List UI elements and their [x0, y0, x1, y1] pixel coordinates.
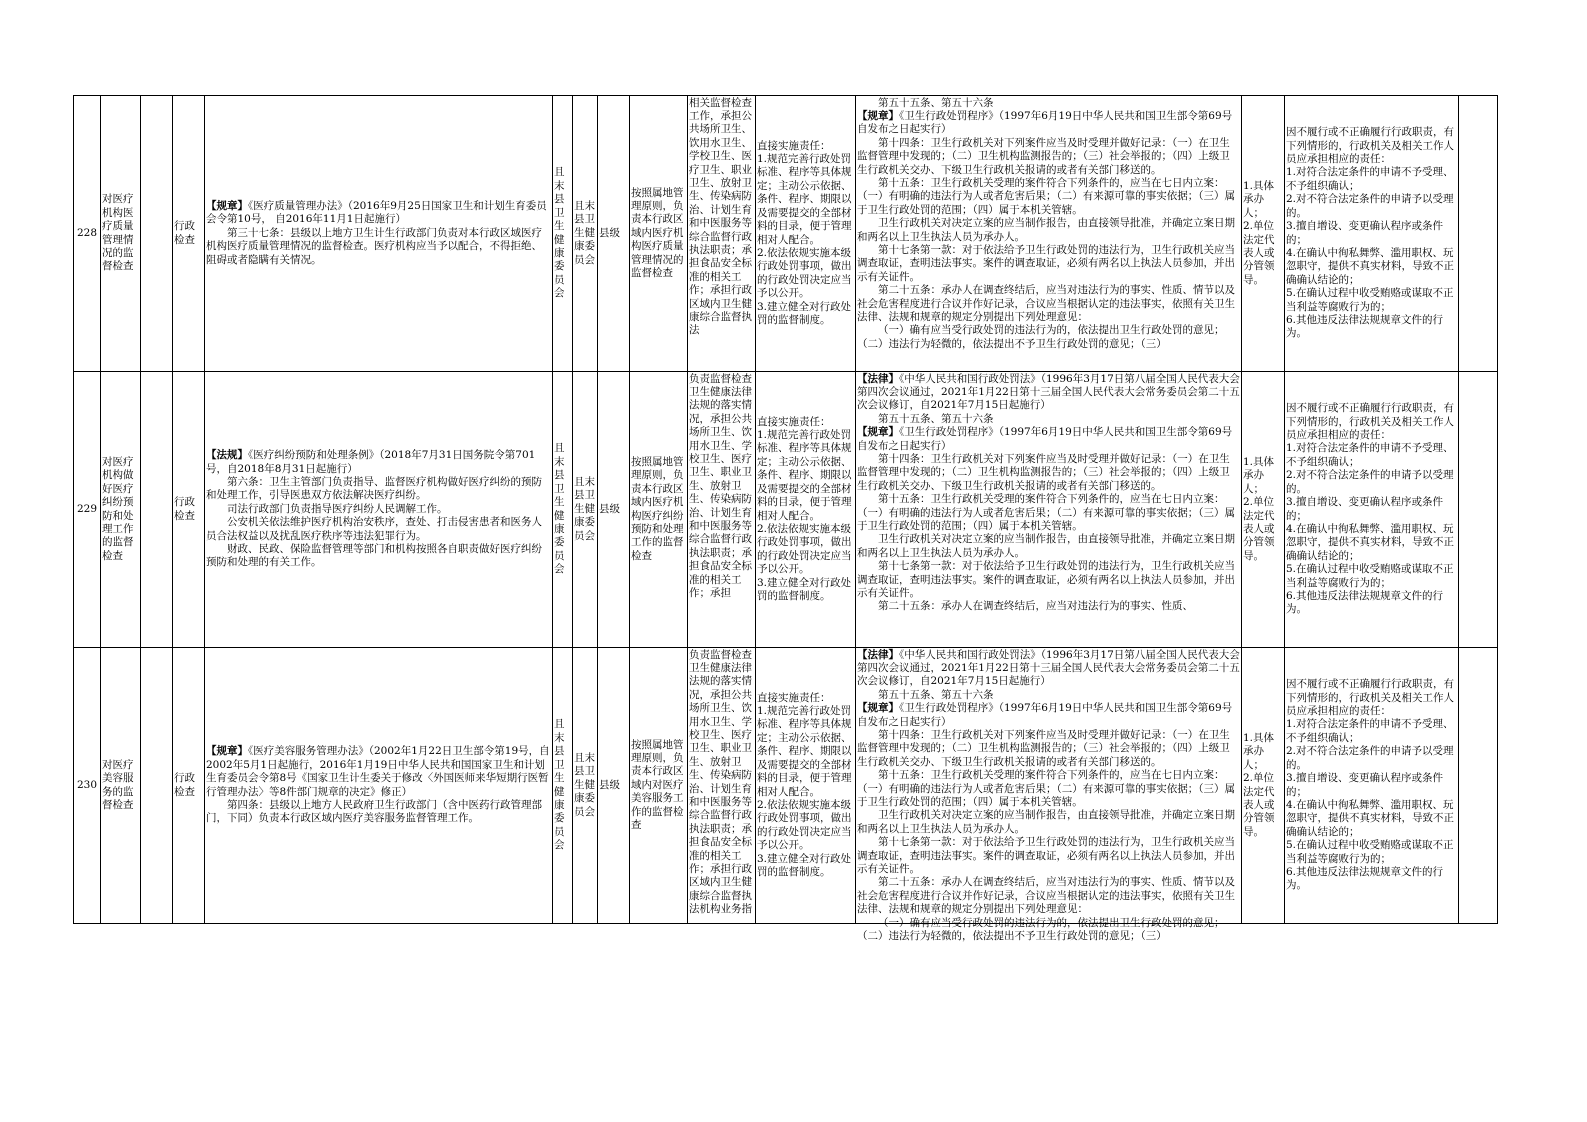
procedure-tag: 【法律】 [857, 648, 899, 661]
item-type-cell-text: 行政检查 [174, 772, 195, 798]
implementation-duty-cell [756, 648, 856, 924]
duty-description-cell [688, 96, 756, 372]
spacer-cell [141, 96, 173, 372]
level-cell-text: 县级 [599, 778, 620, 791]
legal-basis-text: 《医疗美容服务管理办法》（2002年1月22日卫生部令第19号，自2002年5月1日起施行，2016年1月19日中华人民共和国国家卫生和计划生育委员会令第8号《国家卫生计生委关于修改〈外国医师来华短期行医暂行管理办法〉等8件部门规章的决定》修正） [206, 745, 550, 798]
procedure-text: 《中华人民共和国行政处罚法》（1996年3月17日第八届全国人民代表大会第四次会议通过，2021年1月22日第十三届全国人民代表大会常务委员会第二十五次会议修订，自2021年7月15日起施行） [857, 372, 1240, 412]
item-name-cell [101, 372, 141, 648]
row-number-cell-text: 230 [76, 778, 98, 791]
legal-basis-cell [205, 648, 553, 924]
table-row [74, 648, 1498, 924]
supervision-content-cell-text: 按照属地管理原则，负责本行政区域内医疗机构医疗纠纷预防和处理工作的监督检查 [631, 455, 684, 562]
remark-cell [1459, 372, 1498, 648]
procedure-text: （一）确有应当受行政处罚的违法行为的，依法提出卫生行政处罚的意见；（二）违法行为轻微的，依法提出不予卫生行政处罚的意见；（三） [857, 324, 1225, 350]
item-name-cell-text: 对医疗机构做好医疗纠纷预防和处理工作的监督检查 [102, 455, 134, 562]
accountability-cell [1285, 96, 1459, 372]
procedure-paragraph [857, 426, 1240, 453]
legal-basis-text: 《医疗纠纷预防和处理条例》（2018年7月31日国务院令第701号，自2018年8月31日起施行） [206, 449, 536, 475]
procedure-text: 卫生行政机关对决定立案的应当制作报告，由直接领导批准，并确定立案日期和两名以上卫生执法人员为承办人。 [857, 217, 1235, 243]
responsible-dept-cell [573, 648, 598, 924]
procedure-text: 卫生行政机关对决定立案的应当制作报告，由直接领导批准，并确定立案日期和两名以上卫生执法人员为承办人。 [857, 809, 1235, 835]
procedure-text: 第十四条：卫生行政机关对下列案件应当及时受理并做好记录：（一）在卫生监督管理中发现的；（二）卫生机构监测报告的；（三）社会举报的；（四）上级卫生行政机关交办、下级卫生行政机关报请的或者有关部门移送的。 [857, 728, 1230, 768]
implementation-duty-cell-text: 直接实施责任： 1.规范完善行政处罚标准、程序等具体规定；主动公示依据、条件、程序、期限以及需要提交的全部材料的目录，便于管理相对人配合。 2.依法依规实施本级行政处罚事项，做出的行政处罚决定应当予以公开。 3.建立健全对行政处罚的监督制度。 [757, 139, 852, 326]
procedure-paragraph [857, 689, 1240, 702]
level-cell-text: 县级 [599, 226, 620, 239]
item-type-cell-text: 行政检查 [174, 220, 195, 246]
responsibility-subject-cell [1242, 648, 1285, 924]
procedure-text: 《中华人民共和国行政处罚法》（1996年3月17日第八届全国人民代表大会第四次会议通过，2021年1月22日第十三届全国人民代表大会常务委员会第二十五次会议修订，自2021年7月15日起施行） [857, 648, 1240, 688]
duty-description-cell-text: 负责监督检查卫生健康法律法规的落实情况，承担公共场所卫生、饮用水卫生、学校卫生、医疗卫生、职业卫生、放射卫生、传染病防治、计划生育和中医服务等综合监督行政执法职责；承担食品安全标准的相关工作；承担 [689, 372, 752, 599]
procedure-paragraph [857, 217, 1240, 244]
remark-cell [1459, 96, 1498, 372]
duty-description-cell-text: 负责监督检查卫生健康法律法规的落实情况，承担公共场所卫生、饮用水卫生、学校卫生、医疗卫生、职业卫生、放射卫生、传染病防治、计划生育和中医服务等综合监督行政执法职责；承担食品安全标准的相关工作；承担行政区域内卫生健康综合监督执法机构业务指 [689, 648, 752, 916]
procedure-paragraph [857, 702, 1240, 729]
legal-basis-text: 财政、民政、保险监督管理等部门和机构按照各自职责做好医疗纠纷预防和处理的有关工作。 [206, 543, 542, 569]
responsible-dept-cell-text: 且末县卫生健康委员会 [574, 475, 595, 542]
procedure-paragraph [857, 600, 1240, 613]
procedure-text: 第十七条第一款：对于依法给予卫生行政处罚的违法行为，卫生行政机关应当调查取证，查明违法事实。案件的调查取证，必须有两名以上执法人员参加，并出示有关证件。 [857, 560, 1235, 599]
procedure-tag: 【规章】 [857, 109, 899, 122]
item-name-cell [101, 96, 141, 372]
level-cell [598, 96, 630, 372]
procedure-tag: 【规章】 [857, 426, 899, 439]
legal-basis-cell [205, 96, 553, 372]
legal-basis-paragraph [206, 543, 551, 570]
procedure-paragraph [857, 413, 1240, 426]
procedure-paragraph [857, 876, 1240, 916]
item-name-cell-text: 对医疗美容服务的监督检查 [102, 758, 134, 811]
procedure-text: 第二十五条：承办人在调查终结后，应当对违法行为的事实、性质、情节以及社会危害程度进行合议并作好记录，合议应当根据认定的违法事实，依照有关卫生法律、法规和规章的规定分别提出下列处理意见： [857, 284, 1235, 323]
duty-description-cell-text: 相关监督检查工作，承担公共场所卫生、饮用水卫生、学校卫生、医疗卫生、职业卫生、放射卫生、传染病防治、计划生育和中医服务等综合监督行政执法职责；承担食品安全标准的相关工作；承担行政区域内卫生健康综合监督执法 [689, 96, 752, 337]
procedure-basis-cell [856, 648, 1242, 943]
legal-basis-text: 司法行政部门负责指导医疗纠纷人民调解工作。 [227, 502, 448, 515]
procedure-paragraph [857, 373, 1240, 413]
legal-basis-paragraph [206, 449, 551, 476]
row-number-cell [74, 648, 101, 924]
procedure-text: 卫生行政机关对决定立案的应当制作报告，由直接领导批准，并确定立案日期和两名以上卫生执法人员为承办人。 [857, 533, 1235, 559]
responsibility-subject-cell [1242, 96, 1285, 372]
responsible-dept-cell-text: 且末县卫生健康委员会 [574, 751, 595, 818]
remark-cell [1459, 648, 1498, 924]
table-row [74, 96, 1498, 372]
spacer-cell [141, 648, 173, 924]
implementing-subject-cell-text: 且末县卫生健康委员会 [554, 442, 565, 576]
legal-basis-tag: 【规章】 [206, 745, 248, 758]
procedure-text: 第五十五条、第五十六条 [878, 688, 994, 701]
duty-description-cell [688, 372, 756, 648]
procedure-paragraph [857, 453, 1240, 493]
implementation-duty-cell-text: 直接实施责任： 1.规范完善行政处罚标准、程序等具体规定；主动公示依据、条件、程序、期限以及需要提交的全部材料的目录，便于管理相对人配合。 2.依法依规实施本级行政处罚事项，做出的行政处罚决定应当予以公开。 3.建立健全对行政处罚的监督制度。 [757, 415, 852, 602]
item-name-cell [101, 648, 141, 924]
implementing-subject-cell [553, 96, 573, 372]
procedure-text: 第二十五条：承办人在调查终结后，应当对违法行为的事实、性质、 [878, 600, 1193, 613]
legal-basis-tag: 【法规】 [206, 449, 248, 462]
procedure-paragraph [857, 533, 1240, 560]
procedure-text: 第十四条：卫生行政机关对下列案件应当及时受理并做好记录：（一）在卫生监督管理中发现的；（二）卫生机构监测报告的；（三）社会举报的；（四）上级卫生行政机关交办、下级卫生行政机关报请的或者有关部门移送的。 [857, 452, 1230, 492]
procedure-paragraph [857, 917, 1240, 944]
legal-basis-text: 第六条：卫生主管部门负责指导、监督医疗机构做好医疗纠纷的预防和处理工作，引导医患双方依法解决医疗纠纷。 [206, 475, 542, 502]
responsibility-subject-cell-text: 1.具体承办人； 2.单位法定代表人或分管领导。 [1243, 731, 1275, 838]
procedure-paragraph [857, 493, 1240, 533]
implementing-subject-cell-text: 且末县卫生健康委员会 [554, 718, 565, 852]
legal-basis-text: 第三十七条：县级以上地方卫生计生行政部门负责对本行政区域医疗机构医疗质量管理情况的监督检查。医疗机构应当予以配合，不得拒绝、阻碍或者隐瞒有关情况。 [206, 226, 542, 266]
row-number-cell-text: 229 [76, 502, 98, 515]
procedure-paragraph [857, 110, 1240, 137]
item-type-cell-text: 行政检查 [174, 496, 195, 522]
item-type-cell [173, 96, 205, 372]
procedure-paragraph [857, 769, 1240, 809]
level-cell-text: 县级 [599, 502, 620, 515]
accountability-cell-text: 因不履行或不正确履行行政职责，有下列情形的，行政机关及相关工作人员应承担相应的责任： 1.对符合法定条件的申请不予受理、不予组织确认； 2.对不符合法定条件的申请予以受理的。 3.擅自增设、变更确认程序或条件的； 4.在确认中徇私舞弊、滥用职权、玩忽职守，提供不真实材料，导致不正确确认结论的； 5.在确认过程中收受贿赂或谋取不正当利益等腐败行为的； 6.其他违反法律法规规章文件的行为。 [1286, 126, 1454, 340]
implementing-subject-cell [553, 372, 573, 648]
responsibility-subject-cell-text: 1.具体承办人； 2.单位法定代表人或分管领导。 [1243, 179, 1275, 286]
level-cell [598, 648, 630, 924]
legal-basis-paragraph [206, 799, 551, 826]
responsible-dept-cell-text: 且末县卫生健康委员会 [574, 199, 595, 266]
legal-basis-paragraph [206, 516, 551, 543]
responsible-dept-cell [573, 372, 598, 648]
procedure-text: 第十五条：卫生行政机关受理的案件符合下列条件的，应当在七日内立案：（一）有明确的违法行为人或者危害后果；（二）有来源可靠的事实依据；（三）属于卫生行政处罚的范围；（四）属于本机关管辖。 [857, 176, 1235, 216]
legal-basis-tag: 【规章】 [206, 199, 248, 212]
supervision-content-cell [630, 648, 688, 924]
legal-basis-text: 《医疗质量管理办法》（2016年9月25日国家卫生和计划生育委员会令第10号， 自2016年11月1日起施行） [206, 199, 547, 226]
implementation-duty-cell-text: 直接实施责任： 1.规范完善行政处罚标准、程序等具体规定；主动公示依据、条件、程序、期限以及需要提交的全部材料的目录，便于管理相对人配合。 2.依法依规实施本级行政处罚事项，做出的行政处罚决定应当予以公开。 3.建立健全对行政处罚的监督制度。 [757, 691, 852, 878]
procedure-text: 《卫生行政处罚程序》（1997年6月19日中华人民共和国卫生部令第69号 自发布之日起实行） [857, 109, 1233, 136]
procedure-text: 《卫生行政处罚程序》（1997年6月19日中华人民共和国卫生部令第69号 自发布之日起实行） [857, 702, 1233, 728]
procedure-paragraph [857, 836, 1240, 876]
procedure-text: 第十七条第一款：对于依法给予卫生行政处罚的违法行为，卫生行政机关应当调查取证，查明违法事实。案件的调查取证，必须有两名以上执法人员参加，并出示有关证件。 [857, 836, 1235, 875]
item-type-cell [173, 372, 205, 648]
procedure-text: （一）确有应当受行政处罚的违法行为的，依法提出卫生行政处罚的意见；（二）违法行为轻微的，依法提出不予卫生行政处罚的意见；（三） [857, 916, 1225, 943]
procedure-text: 第五十五条、第五十六条 [878, 412, 994, 425]
implementation-duty-cell [756, 96, 856, 372]
level-cell [598, 372, 630, 648]
accountability-cell-text: 因不履行或不正确履行行政职责，有下列情形的，行政机关及相关工作人员应承担相应的责任： 1.对符合法定条件的申请不予受理、不予组织确认； 2.对不符合法定条件的申请予以受理的。 3.擅自增设、变更确认程序或条件的； 4.在确认中徇私舞弊、滥用职权、玩忽职守，提供不真实材料，导致不正确确认结论的； 5.在确认过程中收受贿赂或谋取不正当利益等腐败行为的； 6.其他违反法律法规规章文件的行为。 [1286, 402, 1454, 616]
responsibility-subject-cell-text: 1.具体承办人； 2.单位法定代表人或分管领导。 [1243, 455, 1275, 562]
responsibility-subject-cell [1242, 372, 1285, 648]
row-number-cell [74, 372, 101, 648]
procedure-text: 第十五条：卫生行政机关受理的案件符合下列条件的，应当在七日内立案：（一）有明确的违法行为人或者危害后果；（二）有来源可靠的事实依据；（三）属于卫生行政处罚的范围；（四）属于本机关管辖。 [857, 769, 1235, 808]
procedure-tag: 【规章】 [857, 702, 899, 715]
legal-basis-text: 第四条：县级以上地方人民政府卫生行政部门（含中医药行政管理部门，下同）负责本行政区域内医疗美容服务监督管理工作。 [206, 798, 542, 825]
procedure-basis-cell [856, 96, 1242, 372]
item-name-cell-text: 对医疗机构医疗质量管理情况的监督检查 [102, 193, 134, 273]
procedure-text: 第二十五条：承办人在调查终结后，应当对违法行为的事实、性质、情节以及社会危害程度进行合议并作好记录，合议应当根据认定的违法事实，依照有关卫生法律、法规和规章的规定分别提出下列处理意见： [857, 876, 1235, 916]
procedure-paragraph [857, 324, 1240, 351]
procedure-paragraph [857, 244, 1240, 284]
procedure-text: 第十五条：卫生行政机关受理的案件符合下列条件的，应当在七日内立案：（一）有明确的违法行为人或者危害后果；（二）有来源可靠的事实依据；（三）属于卫生行政处罚的范围；（四）属于本机关管辖。 [857, 493, 1235, 532]
procedure-text: 第十七条第一款：对于依法给予卫生行政处罚的违法行为，卫生行政机关应当调查取证，查明违法事实。案件的调查取证，必须有两名以上执法人员参加，并出示有关证件。 [857, 243, 1235, 283]
procedure-paragraph [857, 809, 1240, 836]
supervision-content-cell-text: 按照属地管理原则，负责本行政区域内对医疗美容服务工作的监督检查 [631, 738, 684, 832]
row-number-cell-text: 228 [76, 226, 98, 239]
legal-basis-paragraph [206, 745, 551, 799]
procedure-paragraph [857, 97, 1240, 110]
legal-basis-cell [205, 372, 553, 648]
legal-basis-paragraph [206, 476, 551, 503]
legal-basis-text: 公安机关依法维护医疗机构治安秩序，查处、打击侵害患者和医务人员合法权益以及扰乱医疗秩序等违法犯罪行为。 [206, 516, 542, 542]
procedure-paragraph [857, 284, 1240, 324]
legal-basis-paragraph [206, 503, 551, 516]
procedure-text: 第五十五条、第五十六条 [878, 96, 994, 109]
procedure-text: 第十四条：卫生行政机关对下列案件应当及时受理并做好记录：（一）在卫生监督管理中发现的；（二）卫生机构监测报告的；（三）社会举报的；（四）上级卫生行政机关交办、下级卫生行政机关报请的或者有关部门移送的。 [857, 136, 1230, 176]
accountability-cell [1285, 648, 1459, 924]
table-row [74, 372, 1498, 648]
row-number-cell [74, 96, 101, 372]
procedure-paragraph [857, 649, 1240, 689]
procedure-paragraph [857, 137, 1240, 177]
supervision-content-cell [630, 372, 688, 648]
responsible-dept-cell [573, 96, 598, 372]
spacer-cell [141, 372, 173, 648]
legal-basis-paragraph [206, 200, 551, 227]
supervision-content-cell-text: 按照属地管理原则，负责本行政区域内医疗机构医疗质量管理情况的监督检查 [631, 186, 684, 280]
procedure-paragraph [857, 560, 1240, 600]
procedure-paragraph [857, 729, 1240, 769]
duty-description-cell [688, 648, 756, 924]
implementing-subject-cell [553, 648, 573, 924]
implementation-duty-cell [756, 372, 856, 648]
accountability-cell [1285, 372, 1459, 648]
procedure-basis-cell [856, 372, 1242, 648]
duty-list-table [73, 95, 1498, 943]
implementing-subject-cell-text: 且末县卫生健康委员会 [554, 166, 565, 300]
item-type-cell [173, 648, 205, 924]
legal-basis-paragraph [206, 227, 551, 267]
supervision-content-cell [630, 96, 688, 372]
procedure-text: 《卫生行政处罚程序》（1997年6月19日中华人民共和国卫生部令第69号 自发布之日起实行） [857, 426, 1233, 452]
procedure-paragraph [857, 177, 1240, 217]
accountability-cell-text: 因不履行或不正确履行行政职责，有下列情形的，行政机关及相关工作人员应承担相应的责任： 1.对符合法定条件的申请不予受理、不予组织确认； 2.对不符合法定条件的申请予以受理的。 3.擅自增设、变更确认程序或条件的； 4.在确认中徇私舞弊、滥用职权、玩忽职守，提供不真实材料，导致不正确确认结论的； 5.在确认过程中收受贿赂或谋取不正当利益等腐败行为的； 6.其他违反法律法规规章文件的行为。 [1286, 678, 1454, 892]
procedure-tag: 【法律】 [857, 372, 899, 385]
